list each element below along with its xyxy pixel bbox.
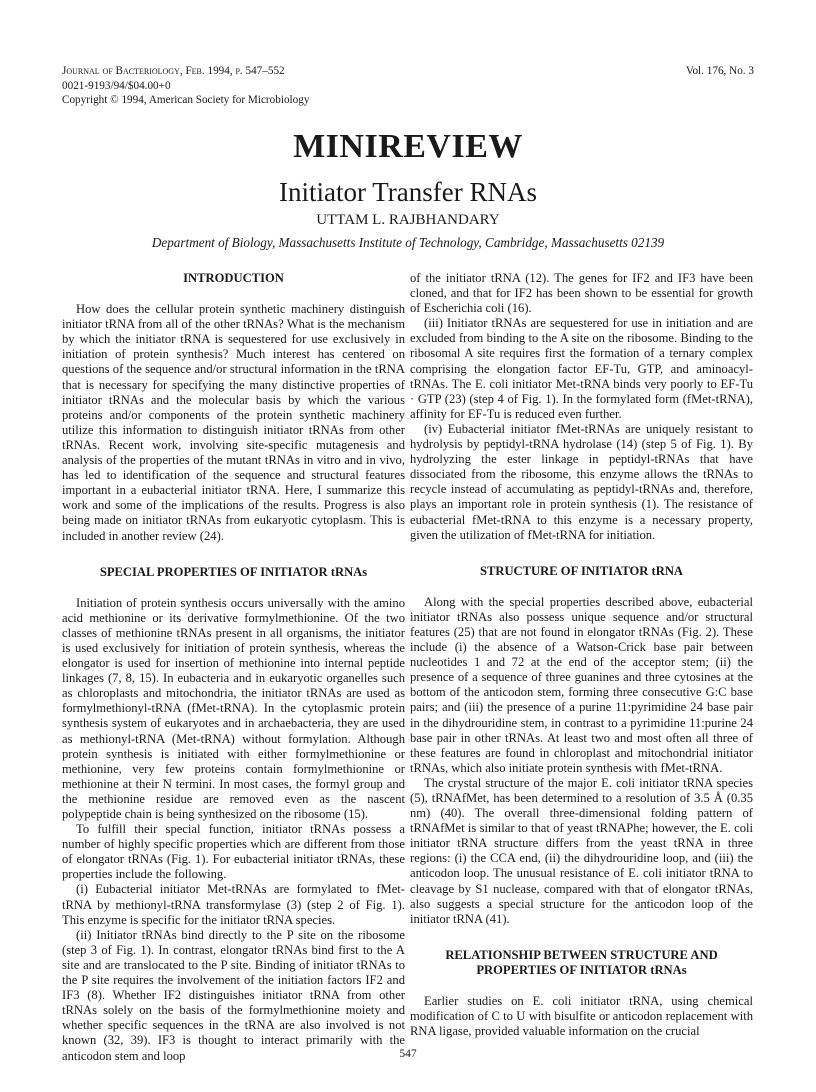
special-properties-heading: SPECIAL PROPERTIES OF INITIATOR tRNAs [99, 564, 368, 579]
relationship-heading [410, 948, 753, 978]
special-properties-paragraph-1: Initiation of protein synthesis occurs universally with the amino acid methionine or its derivative formylmethionine. Of the two classes of methionine tRNAs present in all organisms, the initiator is used exclusively for initiation of protein synthesis, whereas the elongator is used for insertion of methionine into internal peptide linkages (7, 8, 15). In eubacteria and in eukaryotic organelles such as chloroplasts and mitochondria, the initiator tRNAs are used as formylmethionyl-tRNA (fMet-tRNA). In the cytoplasmic protein synthesis system of eukaryotes and in archaebacteria, they are used as methionyl-tRNA (Met-tRNA) without formylation. Although protein synthesis is initiated with either formylmethionine or methionine, very few proteins contain formylmethionine or methionine at their N termini. In most cases, the formyl group and the methionine residue are removed even as the nascent polypeptide chain is being synthesized on the ribosome (15). [62, 595, 405, 821]
article-title: Initiator Transfer RNAs [279, 177, 537, 207]
special-properties-paragraph-2: To fulfill their special function, initiator tRNAs possess a number of highly specific properties which are different from those of elongator tRNAs (Fig. 1). For eubacterial initiator tRNAs, these properties include the following. [62, 822, 405, 882]
structure-paragraph-2: The crystal structure of the major E. coli initiator tRNA species (5), tRNAfMet, has been determined to a resolution of 3.5 Å (0.35 nm) (40). The overall three-dimensional folding pattern of tRNAfMet is similar to that of yeast tRNAPhe; however, the E. coli initiator tRNA structure differs from the yeast tRNA in three regions: (i) the CCA end, (ii) the dihydrouridine loop, and (iii) the anticodon loop. The unusual resistance of E. coli initiator tRNA to cleavage by S1 nuclease, compared with that of elongator tRNAs, also suggests a special structure for the anticodon loop of the initiator tRNA (41). [410, 775, 753, 926]
special-properties-item-iv: (iv) Eubacterial initiator fMet-tRNAs are uniquely resistant to hydrolysis by peptidyl-tRNA hydrolase (14) (step 5 of Fig. 1). By hydrolyzing the ester linkage in peptidyl-tRNAs that have dissociated from the ribosome, this enzyme allows the tRNAs to recycle instead of accumulating as peptidyl-tRNAs and, therefore, plays an important role in protein synthesis (1). The resistance of eubacterial fMet-tRNA to this enzyme is a necessary property, given the utilization of fMet-tRNA for initiation. [410, 421, 753, 542]
relationship-paragraph: Earlier studies on E. coli initiator tRNA, using chemical modification of C to U with bisulfite or anticodon replacement with RNA ligase, provided valuable information on the crucial [410, 994, 753, 1039]
special-properties-item-iii: (iii) Initiator tRNAs are sequestered for use in initiation and are excluded from binding to the A site on the ribosome. Binding to the ribosomal A site requires first the formation of a ternary complex comprising the elongation factor EF-Tu, GTP, and aminoacyl-tRNAs. The E. coli initiator Met-tRNA binds very poorly to EF-Tu · GTP (23) (step 4 of Fig. 1). In the formylated form (fMet-tRNA), affinity for EF-Tu is reduced even further. [410, 316, 753, 421]
introduction-paragraph: How does the cellular protein synthetic machinery distinguish initiator tRNA from all of the other tRNAs? What is the mechanism by which the initiator tRNA is sequestered for use exclusively in initiation of protein synthesis? Much interest has centered on questions of the sequence and/or structural information in the tRNA that is necessary for specifying the many distinctive properties of initiator tRNAs and the molecular basis by which the various proteins and/or components of the protein synthetic machinery utilize this information to distinguish initiator tRNAs from other tRNAs. Recent work, involving site-specific mutagenesis and analysis of the properties of the mutant tRNAs in vitro and in vivo, has led to identification of the sequence and structural features important in a eubacterial initiator tRNA. Here, I summarize this work and some of the implications of the results. Progress is also being made on initiator tRNAs from eukaryotic cytoplasm. This is included in another review (24). [62, 302, 405, 543]
running-header [62, 64, 754, 108]
volume-issue: Vol. 176, No. 3 [685, 65, 754, 77]
special-properties-item-i: (i) Eubacterial initiator Met-tRNAs are formylated to fMet-tRNA by methionyl-tRNA transformylase (3) (step 2 of Fig. 1). This enzyme is specific for the initiator tRNA species. [62, 882, 405, 927]
right-column [410, 271, 753, 1039]
structure-heading: STRUCTURE OF INITIATOR tRNA [479, 563, 684, 578]
introduction-heading: INTRODUCTION [183, 271, 284, 285]
structure-paragraph-1: Along with the special properties described above, eubacterial initiator tRNAs also possess unique sequence and/or structural features (25) that are not found in elongator tRNAs (Fig. 2). These include (i) the absence of a Watson-Crick base pair between nucleotides 1 and 72 at the end of the acceptor stem; (ii) the presence of a sequence of three guanines and three cytosines at the bottom of the anticodon stem, forming three consecutive G:C base pairs; and (iii) the presence of a purine 11:pyrimidine 24 base pair in the dihydrouridine stem, in contrast to a pyrimidine 11:purine 24 base pair in other tRNAs. At least two and most often all three of these features are found in chloroplast and mitochondrial initiator tRNAs, which also initiate protein synthesis with fMet-tRNA. [410, 594, 753, 775]
relationship-heading-line-1: RELATIONSHIP BETWEEN STRUCTURE AND [445, 947, 718, 962]
relationship-heading-line-2: PROPERTIES OF INITIATOR tRNAs [476, 962, 687, 977]
journal-citation: Journal of Bacteriology, Feb. 1994, p. 547–552 [62, 65, 285, 77]
section-label: MINIREVIEW [293, 128, 523, 165]
copyright-line: Copyright © 1994, American Society for Microbiology [62, 94, 310, 106]
author-affiliation: Department of Biology, Massachusetts Institute of Technology, Cambridge, Massachusetts 02139 [151, 235, 665, 250]
author-name: UTTAM L. RAJBHANDARY [316, 212, 500, 228]
journal-code: 0021-9193/94/$04.00+0 [62, 79, 171, 92]
page-number: 547 [399, 1048, 417, 1060]
left-column [62, 271, 405, 1064]
special-properties-item-ii: (ii) Initiator tRNAs bind directly to the P site on the ribosome (step 3 of Fig. 1). In contrast, elongator tRNAs bind first to the A site and are translocated to the P site. Binding of initiator tRNAs to the P site requires the involvement of the initiation factors IF2 and IF3 (8). Whether IF2 distinguishes initiator tRNA from other tRNAs solely on the basis of the formylmethionine moiety and whether specific sequences in the tRNA are also involved is not known (32, 39). IF3 is thought to interact primarily with the anticodon stem and loop [62, 927, 405, 1063]
continued-paragraph: of the initiator tRNA (12). The genes for IF2 and IF3 have been cloned, and that for IF2 has been shown to be essential for growth of Escherichia coli (16). [410, 271, 753, 316]
